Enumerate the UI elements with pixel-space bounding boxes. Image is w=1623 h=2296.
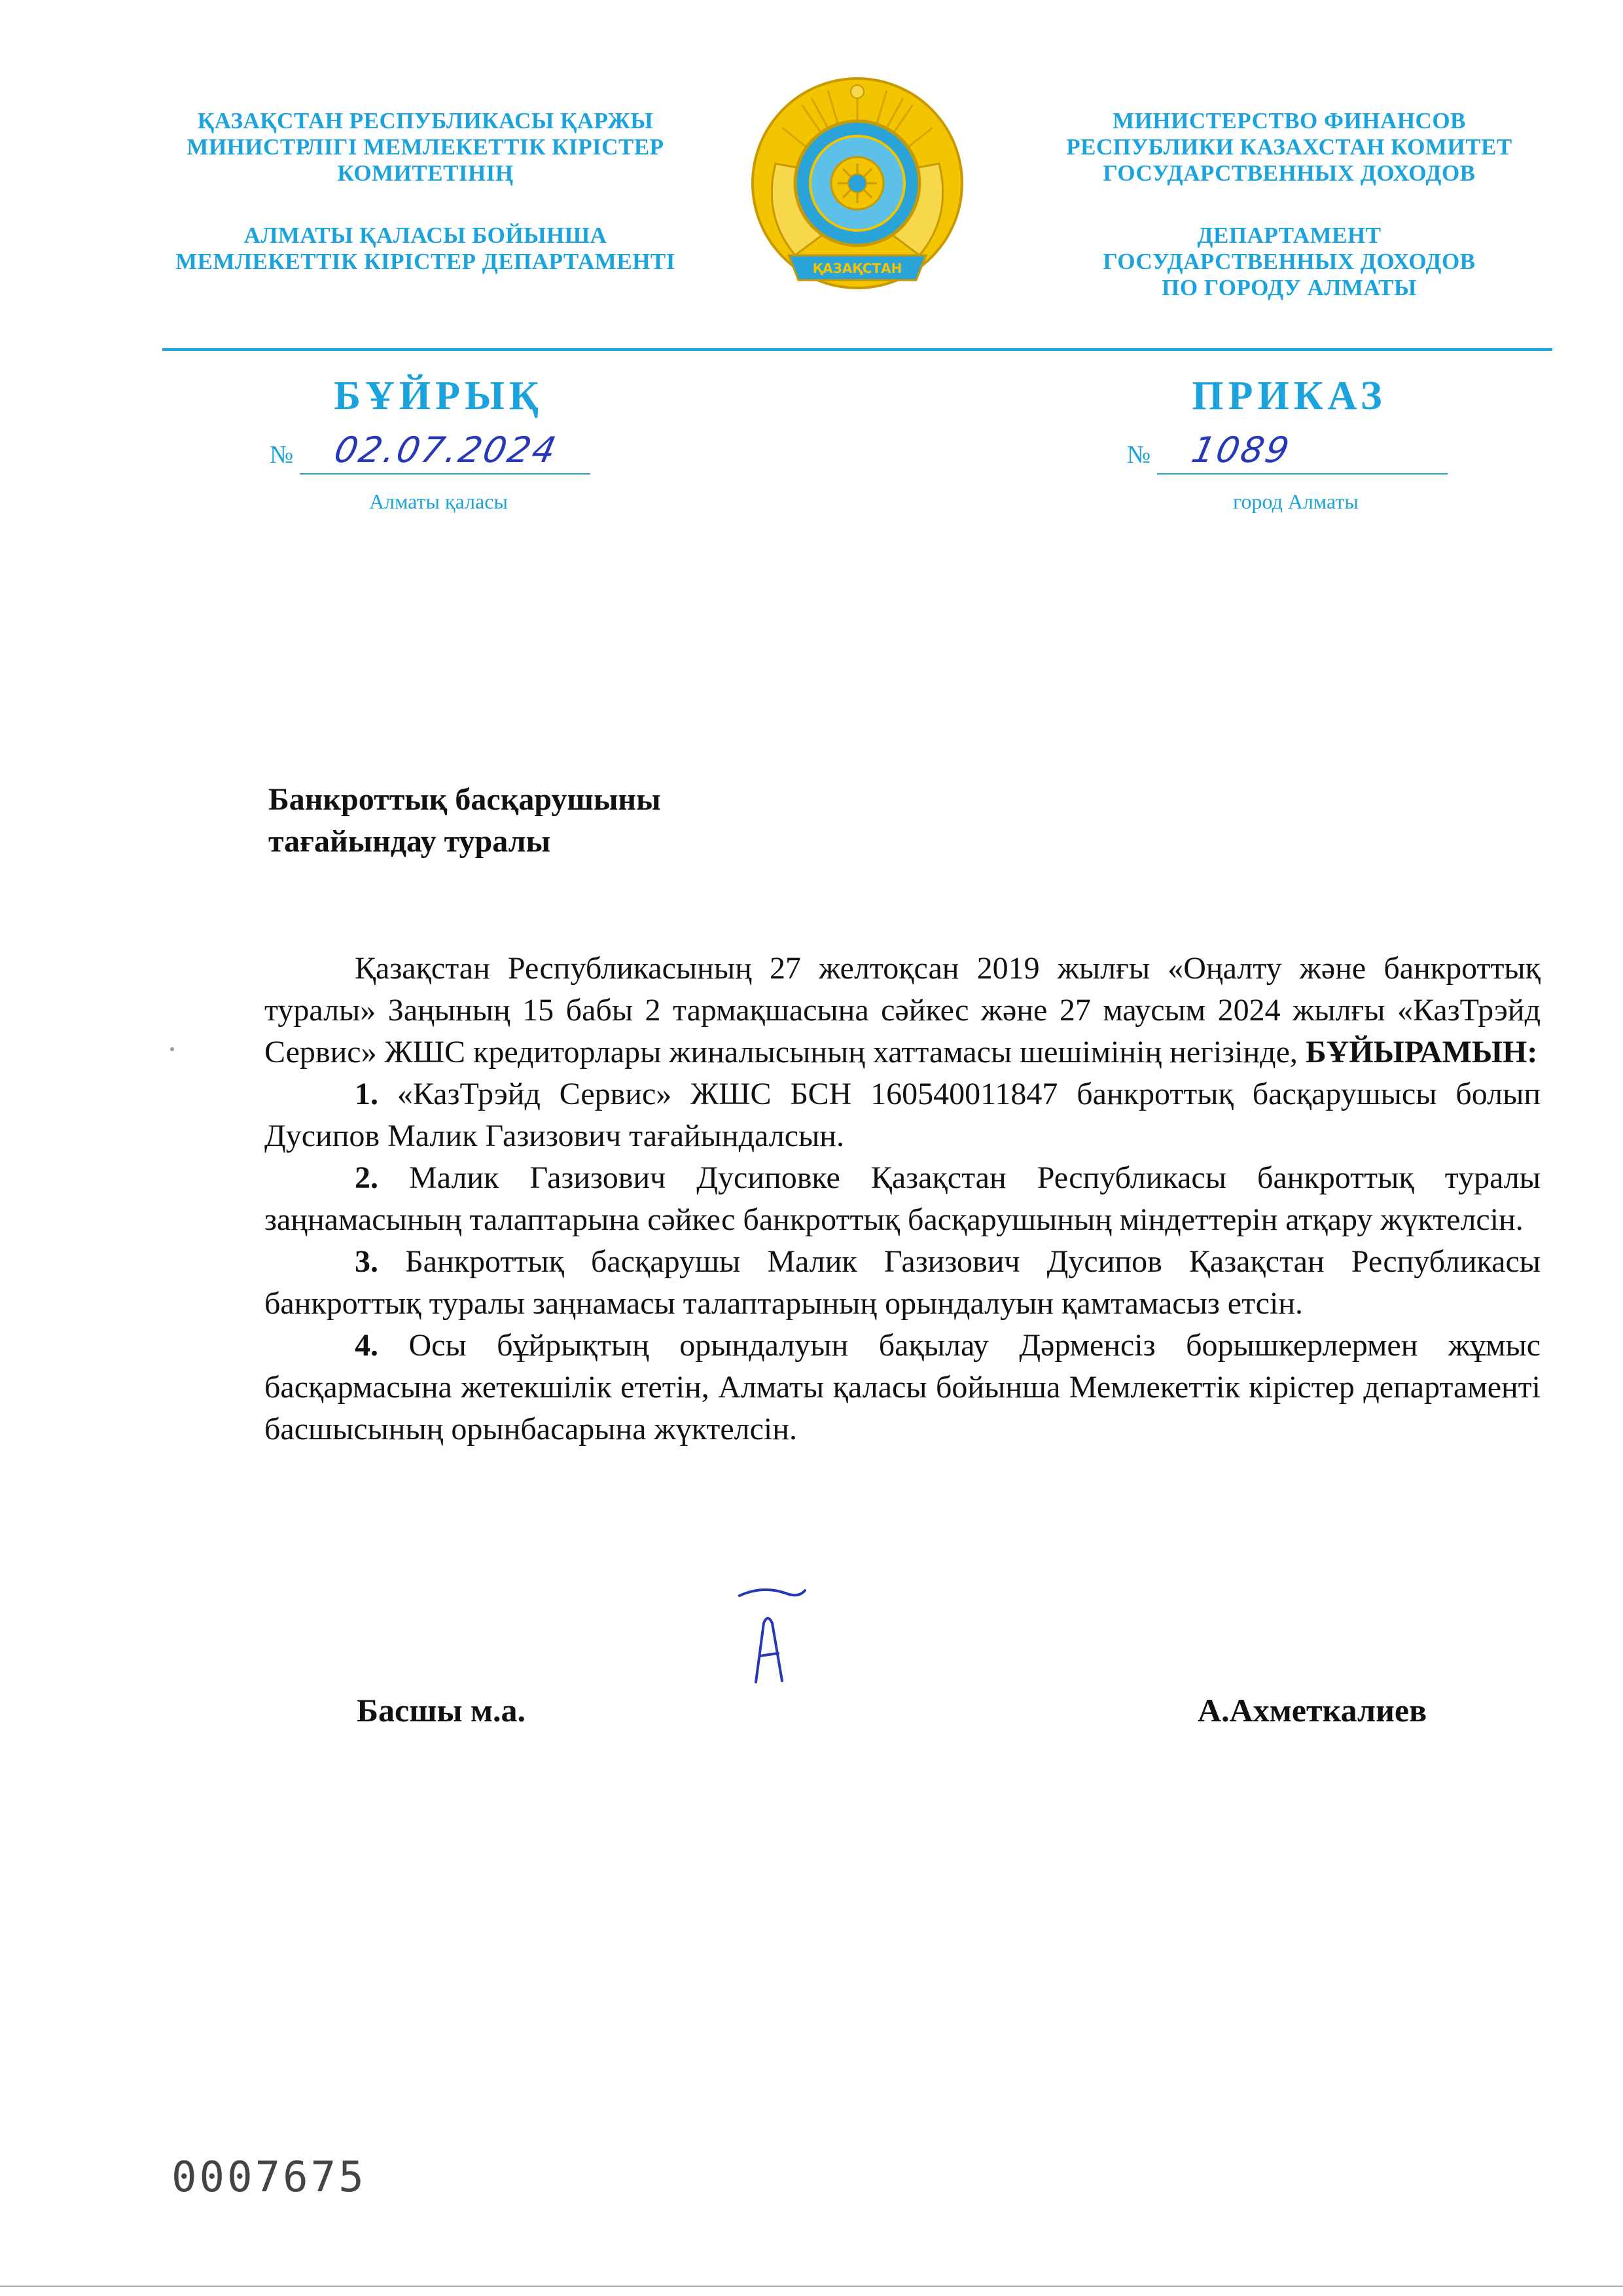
item-number: 1. xyxy=(355,1077,378,1111)
document-body xyxy=(264,948,1541,1450)
header-kazakh xyxy=(131,108,720,275)
header-russian xyxy=(995,108,1584,301)
item-number: 3. xyxy=(355,1244,378,1279)
state-emblem-icon xyxy=(749,72,965,301)
order-item xyxy=(264,1157,1541,1241)
date-field xyxy=(270,429,590,475)
preamble-text: Қазақстан Республикасының 27 желтоқсан 2019 жылғы «Оңалту және банкроттық туралы» Заңының 15 бабы 2 тармақшасына сәйкес және 27 маусым 2024 жылғы «КазТрэйд Сервис» ЖШС кредиторлары жиналысының хаттамасы шешімінің негізінде, xyxy=(264,951,1541,1069)
page-edge xyxy=(0,2286,1623,2287)
handwritten-initial-icon xyxy=(736,1584,808,1695)
header-kz-line: ҚАЗАҚСТАН РЕСПУБЛИКАСЫ ҚАРЖЫ xyxy=(197,108,654,134)
document-subject xyxy=(268,779,661,863)
header-ru-line: ПО ГОРОДУ АЛМАТЫ xyxy=(1162,275,1417,300)
item-number: 4. xyxy=(355,1328,378,1363)
preamble-paragraph xyxy=(264,948,1541,1073)
order-item xyxy=(264,1241,1541,1325)
emblem-text: ҚАЗАҚСТАН xyxy=(812,260,902,276)
city-kazakh: Алматы қаласы xyxy=(369,490,508,513)
number-field xyxy=(1127,429,1448,475)
order-item xyxy=(264,1073,1541,1157)
signatory-name: А.Ахметкалиев xyxy=(1198,1692,1427,1729)
header-ru-line: РЕСПУБЛИКИ КАЗАХСТАН КОМИТЕТ xyxy=(1066,134,1512,160)
header-ru-line: МИНИСТЕРСТВО ФИНАНСОВ xyxy=(1113,108,1466,134)
number-sign: № xyxy=(1127,441,1151,469)
header-ru-line: ДЕПАРТАМЕНТ xyxy=(1197,223,1382,248)
header-kz-line: МЕМЛЕКЕТТІК КІРІСТЕР ДЕПАРТАМЕНТІ xyxy=(175,249,675,274)
header-gap xyxy=(995,187,1584,223)
subject-line: тағайындау туралы xyxy=(268,824,551,859)
header-ru-line: ГОСУДАРСТВЕННЫХ ДОХОДОВ xyxy=(1103,249,1476,274)
header-ru-line: ГОСУДАРСТВЕННЫХ ДОХОДОВ xyxy=(1103,160,1476,186)
handwritten-number: 1089 xyxy=(1188,429,1295,471)
number-sign: № xyxy=(270,441,294,469)
doc-type-kazakh: БҰЙРЫҚ xyxy=(334,374,543,418)
header-gap xyxy=(131,187,720,223)
serial-number: 0007675 xyxy=(171,2153,366,2202)
item-text: Осы бұйрықтың орындалуын бақылау Дәрменсіз борышкерлермен жұмыс басқармасына жетекшілік ететін, Алматы қаласы бойынша Мемлекеттік кірістер департаменті басшысының орынбасарына жүктелсін. xyxy=(264,1328,1541,1446)
header-kz-line: АЛМАТЫ ҚАЛАСЫ БОЙЫНША xyxy=(243,223,607,248)
header-kz-line: КОМИТЕТІНІҢ xyxy=(337,160,514,186)
order-word: БҰЙЫРАМЫН: xyxy=(1305,1035,1538,1069)
doc-type-russian: ПРИКАЗ xyxy=(1192,374,1387,418)
date-underline xyxy=(300,473,590,475)
item-text: Малик Газизович Дусиповке Қазақстан Республикасы банкроттық туралы заңнамасының талаптарына сәйкес банкроттық басқарушының міндеттерін атқару жүктелсін. xyxy=(264,1160,1541,1237)
header-kz-line: МИНИСТРЛІГІ МЕМЛЕКЕТТІК КІРІСТЕР xyxy=(187,134,664,160)
item-text: «КазТрэйд Сервис» ЖШС БСН 160540011847 банкроттық басқарушысы болып Дусипов Малик Газизович тағайындалсын. xyxy=(264,1077,1541,1153)
handwritten-date: 02.07.2024 xyxy=(330,429,562,471)
item-number: 2. xyxy=(355,1160,378,1195)
item-text: Банкроттық басқарушы Малик Газизович Дусипов Қазақстан Республикасы банкроттық туралы заңнамасы талаптарының орындалуын қамтамасыз етсін. xyxy=(264,1244,1541,1321)
number-underline xyxy=(1157,473,1448,475)
order-item xyxy=(264,1325,1541,1450)
subject-line: Банкроттық басқарушыны xyxy=(268,782,661,817)
margin-mark xyxy=(170,1047,174,1051)
signatory-title: Басшы м.а. xyxy=(357,1692,526,1729)
header-divider xyxy=(162,348,1552,351)
city-russian: город Алматы xyxy=(1233,490,1359,513)
